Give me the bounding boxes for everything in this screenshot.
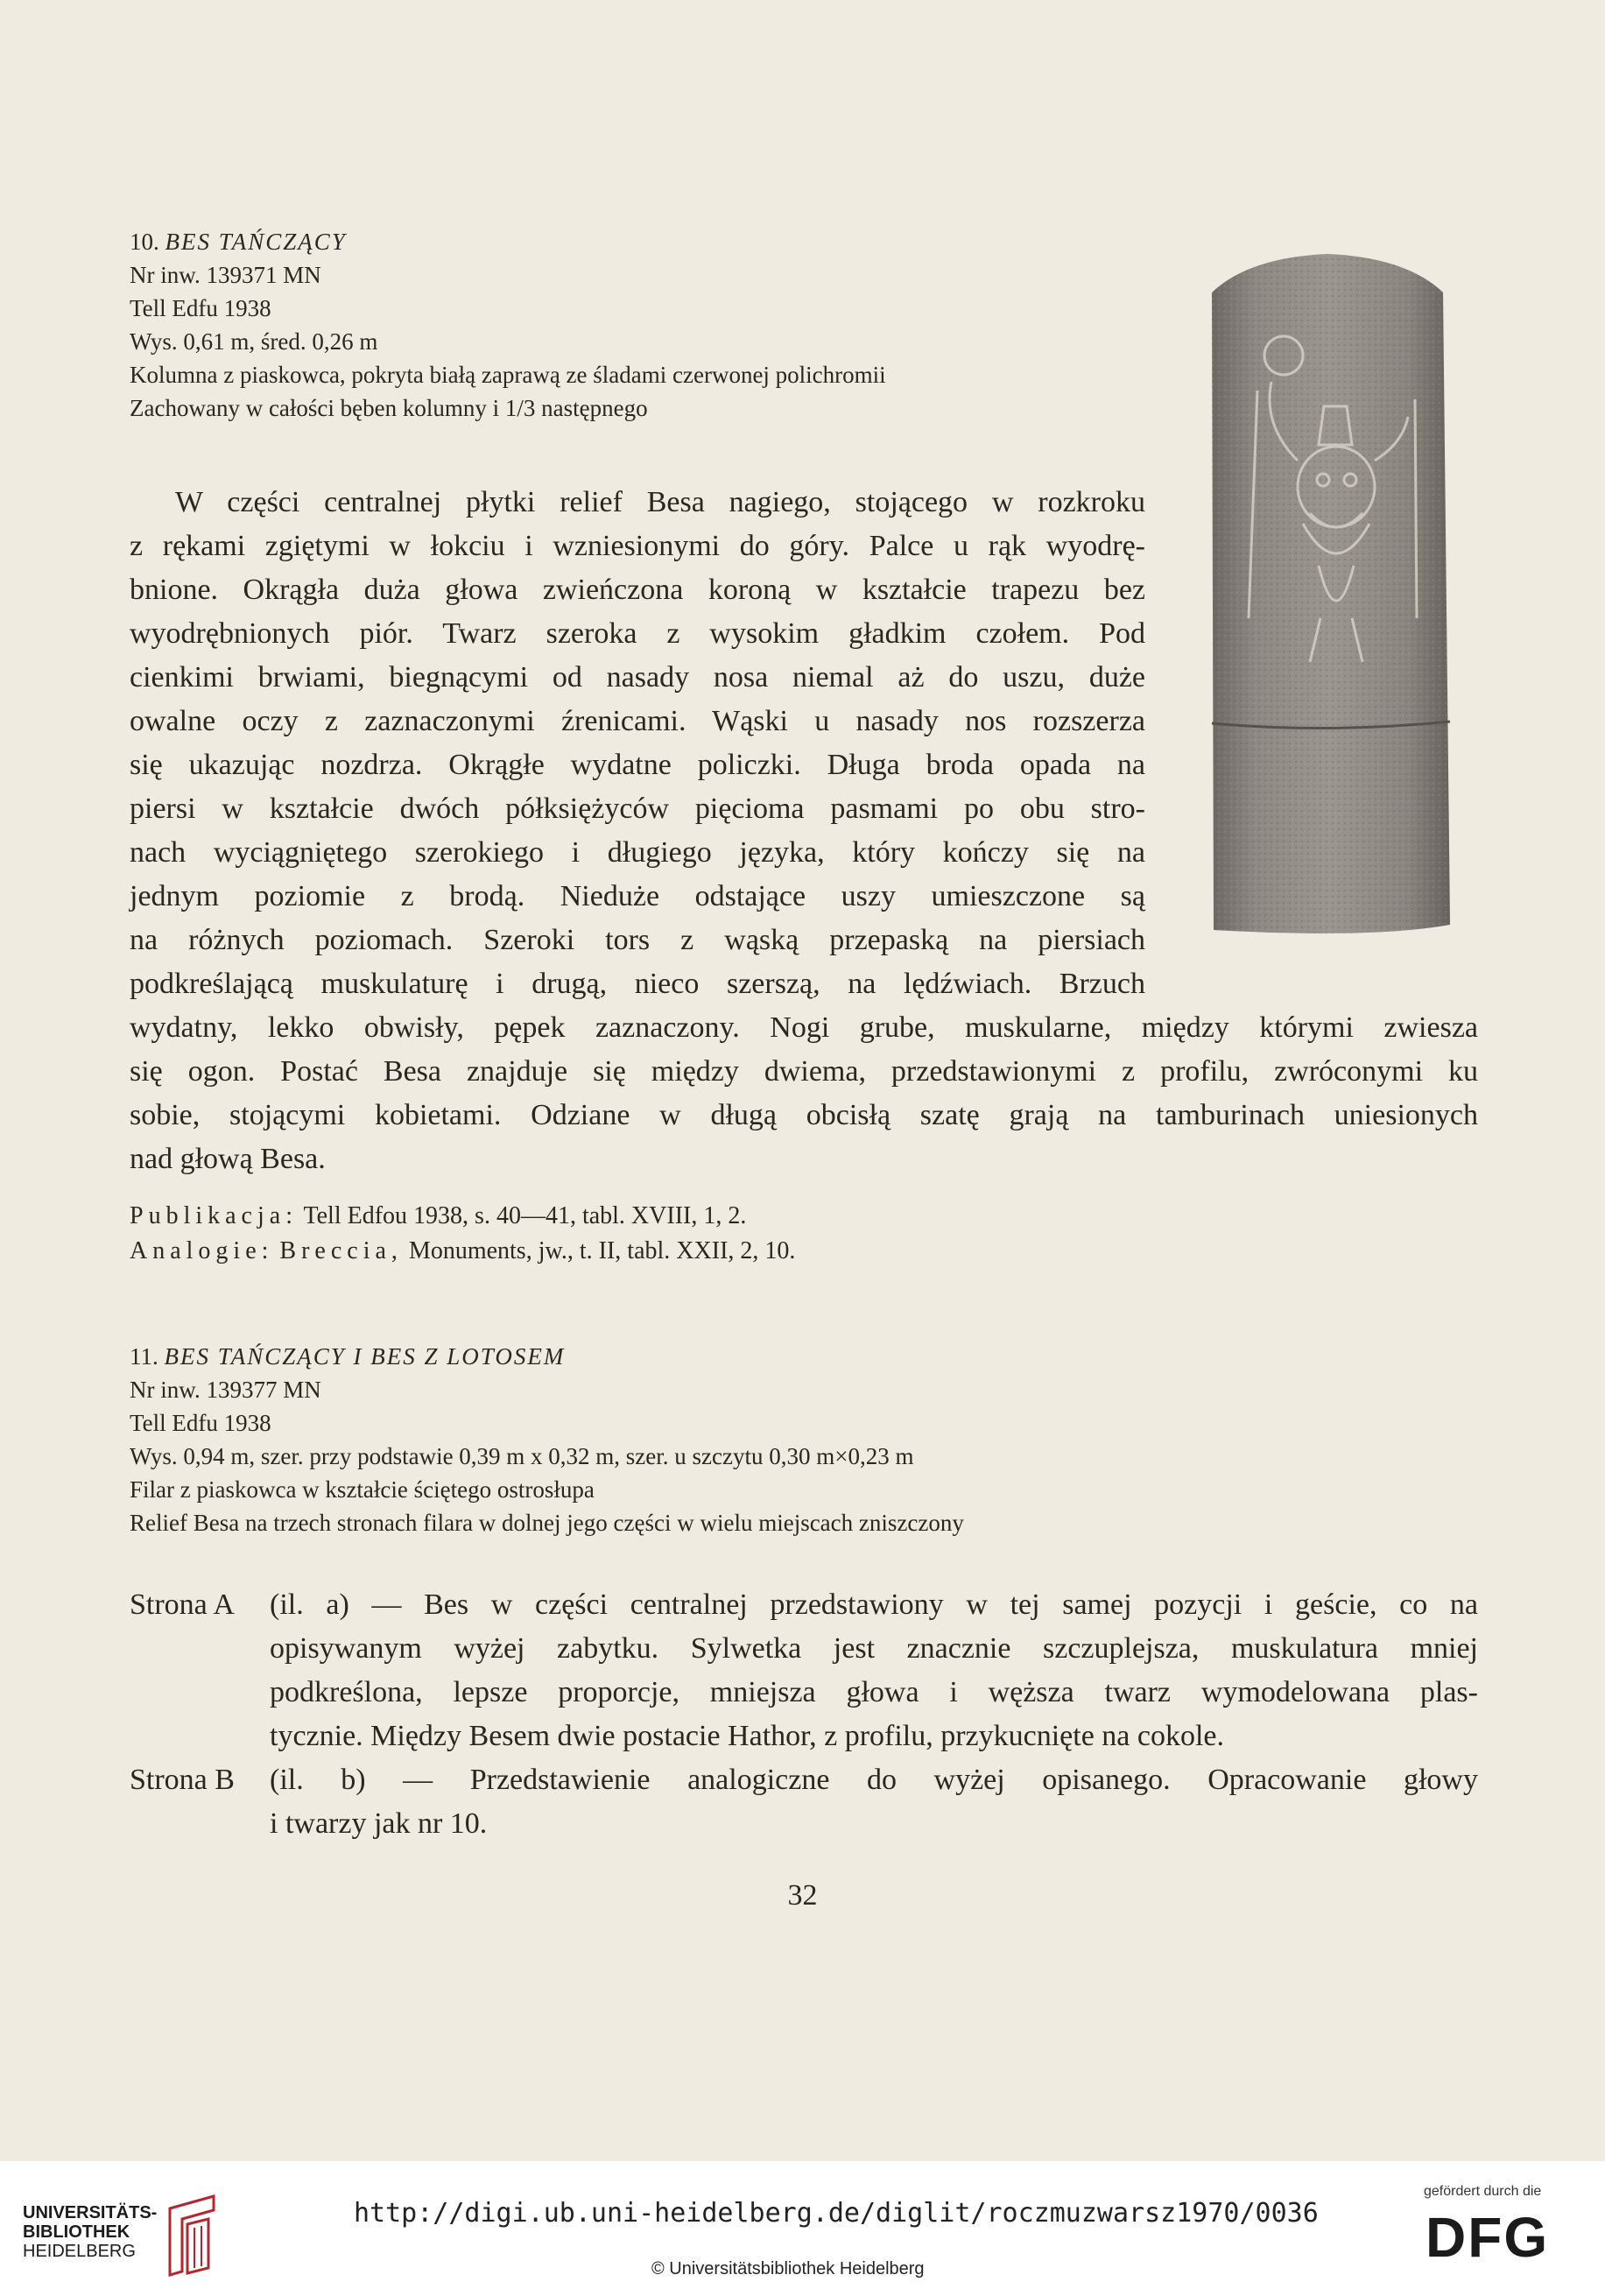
description-line: się ukazując nozdrza. Okrągłe wydatne policzki. Długa broda opada na — [130, 749, 1145, 781]
publication-text: Tell Edfou 1938, s. 40—41, tabl. XVIII, 1, 2. — [303, 1202, 747, 1229]
entry11-material: Filar z piaskowca w kształcie ściętego ostrosłupa — [130, 1476, 595, 1503]
side-a-line: tycznie. Między Besem dwie postacie Hathor, z profilu, przykucnięte na cokole. — [270, 1720, 1225, 1752]
entry11-condition: Relief Besa na trzech stronach filara w dolnej jego części w wielu miejscach zniszczony — [130, 1510, 964, 1536]
side-a-line: (il. a) — Bes w części centralnej przedstawiony w tej samej pozycji i geście, co na — [270, 1588, 1478, 1621]
library-line2: BIBLIOTHEK — [23, 2222, 130, 2242]
entry10-number: 10. — [130, 229, 159, 255]
description-line: z rękami zgiętymi w łokciu i wzniesionymi do góry. Palce u rąk wyodrę- — [130, 530, 1145, 562]
source-url-link[interactable]: http://digi.ub.uni-heidelberg.de/diglit/roczmuzwarsz1970/0036 — [354, 2198, 1319, 2229]
analogy-label: Analogie: — [130, 1237, 274, 1264]
side-a-line: podkreślona, lepsze proporcje, mniejsza głowa i węższa twarz wymodelowana plas- — [270, 1676, 1478, 1708]
description-line: jednym poziomie z brodą. Nieduże odstające uszy umieszczone są — [130, 880, 1145, 912]
description-line: na różnych poziomach. Szeroki tors z wąską przepaską na piersiach — [130, 924, 1145, 956]
description-line: bnione. Okrągła duża głowa zwieńczona koroną w kształcie trapezu bez — [130, 574, 1145, 606]
side-b-line: i twarzy jak nr 10. — [270, 1807, 488, 1840]
entry11-dimensions: Wys. 0,94 m, szer. przy podstawie 0,39 m x 0,32 m, szer. u szczytu 0,30 m×0,23 m — [130, 1443, 914, 1469]
library-line1: UNIVERSITÄTS- — [23, 2203, 158, 2222]
entry11-heading — [130, 1340, 964, 1373]
description-line: nach wyciągniętego szerokiego i długiego języka, który kończy się na — [130, 836, 1145, 869]
entry10-material: Kolumna z piaskowca, pokryta białą zaprawą ze śladami czerwonej polichromii — [130, 362, 886, 388]
side-b-label: Strona B — [130, 1764, 235, 1796]
entry11-title: BES TAŃCZĄCY I BES Z LOTOSEM — [164, 1343, 566, 1370]
side-a-line: opisywanym wyżej zabytku. Sylwetka jest znacznie szczuplejsza, muskulatura mniej — [270, 1632, 1478, 1665]
dfg-logo: DFG — [1425, 2206, 1550, 2269]
entry11-number: 11. — [130, 1343, 158, 1370]
side-b-text — [270, 1758, 1478, 1846]
description-line: się ogon. Postać Besa znajduje się między dwiema, przedstawionymi z profilu, zwróconymi ku — [130, 1055, 1478, 1088]
entry10-description — [130, 481, 1478, 1181]
side-b-line: (il. b) — Przedstawienie analogiczne do wyżej opisanego. Opracowanie głowy — [270, 1764, 1478, 1796]
entry11-inventory: Nr inw. 139377 MN — [130, 1377, 321, 1403]
description-line: podkreślającą muskulaturę i drugą, nieco szerszą, na lędźwiach. Brzuch — [130, 968, 1145, 1000]
description-line: cienkimi brwiami, biegnącymi od nasady nosa niemal aż do uszu, duże — [130, 661, 1145, 694]
entry11-header — [130, 1340, 964, 1539]
description-line: piersi w kształcie dwóch półksiężyców pięcioma pasmami po obu stro- — [130, 792, 1145, 825]
page-number: 32 — [787, 1879, 818, 1912]
description-line: owalne oczy z zaznaczonymi źrenicami. Wąski u nasady nos rozszerza — [130, 705, 1145, 737]
entry10-inventory: Nr inw. 139371 MN — [130, 262, 321, 288]
entry10-dimensions: Wys. 0,61 m, śred. 0,26 m — [130, 328, 378, 355]
description-line: wyodrębnionych piór. Twarz szeroka z wysokim gładkim czołem. Pod — [130, 617, 1145, 650]
entry10-heading — [130, 225, 886, 258]
entry10-header — [130, 225, 886, 425]
description-line: wydatny, lekko obwisły, pępek zaznaczony. Nogi grube, muskularne, między którymi zwiesza — [130, 1011, 1478, 1044]
publication-label: Publikacja: — [130, 1202, 298, 1229]
description-line: W części centralnej płytki relief Besa nagiego, stojącego w rozkroku — [175, 486, 1145, 518]
library-line3: HEIDELBERG — [23, 2242, 136, 2261]
publication-line — [130, 1199, 746, 1234]
analogy-line — [130, 1234, 795, 1269]
entry11-site: Tell Edfu 1938 — [130, 1410, 271, 1436]
footer-bar — [0, 2161, 1605, 2296]
library-emblem-icon — [163, 2193, 224, 2278]
library-logo-text — [23, 2203, 157, 2261]
side-a-text — [270, 1583, 1478, 1758]
entry10-title: BES TAŃCZĄCY — [165, 229, 347, 255]
copyright-text: © Universitätsbibliothek Heidelberg — [651, 2259, 925, 2278]
entry10-condition: Zachowany w całości bęben kolumny i 1/3 następnego — [130, 395, 648, 421]
description-line: sobie, stojącymi kobietami. Odziane w długą obcisłą szatę grają na tamburinach uniesionych — [130, 1099, 1478, 1131]
analogy-author: Breccia, — [279, 1237, 403, 1264]
description-line: nad głową Besa. — [130, 1143, 326, 1175]
analogy-text: Monuments, jw., t. II, tabl. XXII, 2, 10. — [408, 1237, 796, 1264]
side-a-label: Strona A — [130, 1588, 235, 1621]
entry10-site: Tell Edfu 1938 — [130, 295, 271, 321]
funded-by-label: gefördert durch die — [1424, 2184, 1542, 2199]
